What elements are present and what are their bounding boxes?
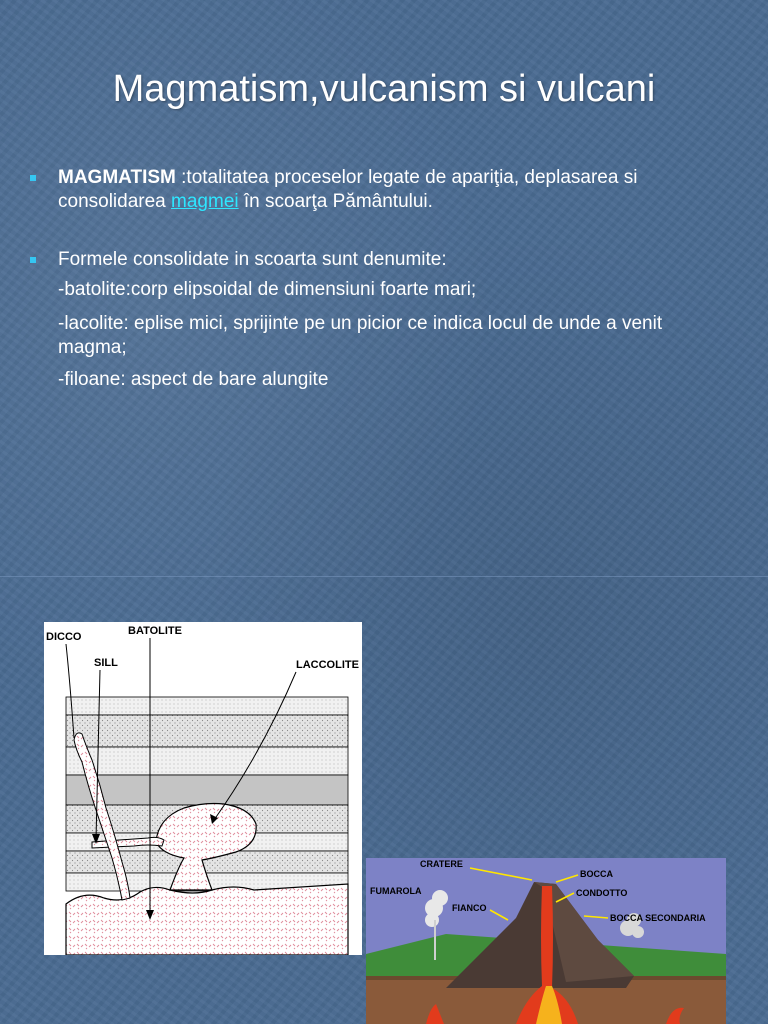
intrusion-diagram: [44, 622, 362, 955]
bullet-list: [28, 166, 728, 392]
divider-line: [0, 576, 768, 577]
link-magmei[interactable]: magmei: [171, 191, 239, 212]
slide-title: Magmatism,vulcanism si vulcani: [112, 68, 656, 110]
forms-intro: Formele consolidate in scoarta sunt denumite:: [58, 249, 447, 270]
label-bocca-secondaria: BOCCA SECONDARIA: [610, 913, 706, 923]
label-condotto: CONDOTTO: [576, 888, 628, 898]
label-cratere: CRATERE: [420, 859, 463, 869]
form-line-batolite: -batolite:corp elipsoidal de dimensiuni foarte mari;: [58, 279, 477, 300]
label-fumarola: FUMAROLA: [370, 886, 422, 896]
form-line-filoane: -filoane: aspect de bare alungite: [58, 369, 329, 390]
term-magmatism: MAGMATISM: [58, 167, 176, 188]
definition-text-a: :totalitatea proceselor legate de apariţia, deplasarea si consolidarea: [58, 167, 638, 212]
definition-text-b: în scoarţa Pământului.: [238, 191, 433, 212]
volcano-diagram: [366, 858, 726, 1024]
label-fianco: FIANCO: [452, 903, 487, 913]
bullet-magmatism: [28, 166, 728, 214]
bullet-forms: [28, 248, 728, 272]
square-bullet-icon: [30, 257, 36, 263]
label-batolite: BATOLITE: [128, 625, 182, 637]
volcano-diagram-svg: [366, 858, 726, 1024]
label-dicco: DICCO: [46, 631, 82, 643]
label-laccolite: LACCOLITE: [296, 659, 359, 671]
square-bullet-icon: [30, 175, 36, 181]
batholith-shape: [66, 884, 348, 955]
intrusion-diagram-svg: [44, 622, 362, 955]
label-sill: SILL: [94, 657, 118, 669]
rock-strata: [66, 697, 348, 891]
label-bocca: BOCCA: [580, 869, 613, 879]
form-line-lacolite: -lacolite: eplise mici, sprijinte pe un picior ce indica locul de unde a venit magma;: [58, 313, 663, 358]
